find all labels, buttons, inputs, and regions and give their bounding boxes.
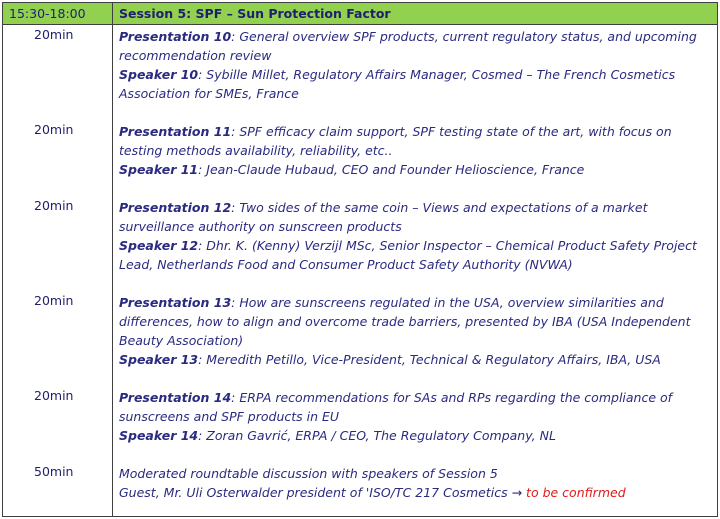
presentation-line: [119, 122, 711, 160]
speaker-label: Speaker 10: [119, 67, 199, 82]
speaker-text: : Meredith Petillo, Vice-President, Technical & Regulatory Affairs, IBA, USA: [198, 352, 661, 367]
presentation-line: [119, 293, 711, 350]
presentation-line: [119, 27, 711, 65]
speaker-text: : Sybille Millet, Regulatory Affairs Manager, Cosmed – The French Cosmetics Association for SMEs, France: [119, 67, 676, 101]
session-header: [3, 3, 717, 25]
speaker-label: Speaker 13: [119, 352, 199, 367]
duration: 20min: [34, 388, 74, 403]
speaker-text: : Dhr. K. (Kenny) Verzijl MSc, Senior Inspector – Chemical Product Safety Project Lead, Netherlands Food and Consumer Product Safety Authority (NVWA): [119, 238, 697, 272]
session-time: 15:30-18:00: [9, 6, 86, 21]
row-content: [119, 122, 711, 179]
speaker-label: Speaker 14: [119, 428, 199, 443]
row-content: [119, 198, 711, 274]
presentation-text: : General overview SPF products, current regulatory status, and upcoming recommendation review: [119, 29, 697, 63]
speaker-label: Speaker 12: [119, 238, 199, 253]
speaker-line: [119, 350, 711, 369]
presentation-label: Presentation 11: [119, 124, 232, 139]
speaker-line: [119, 160, 711, 179]
row-content: [119, 27, 711, 103]
speaker-line: [119, 65, 711, 103]
guest-line: [119, 483, 711, 502]
presentation-text: : ERPA recommendations for SAs and RPs regarding the compliance of sunscreens and SPF products in EU: [119, 390, 673, 424]
roundtable-line: Moderated roundtable discussion with speakers of Session 5: [119, 466, 498, 481]
duration: 20min: [34, 198, 74, 213]
duration: 20min: [34, 293, 74, 308]
duration: 50min: [34, 464, 74, 479]
session-title: Session 5: SPF – Sun Protection Factor: [119, 6, 391, 21]
row-content: [119, 464, 711, 502]
speaker-text: : Zoran Gavrić, ERPA / CEO, The Regulatory Company, NL: [198, 428, 556, 443]
presentation-line: [119, 388, 711, 426]
presentation-text: : How are sunscreens regulated in the USA, overview similarities and differences, how to align and overcome trade barriers, presented by IBA (USA Independent Beauty Association): [119, 295, 691, 348]
presentation-label: Presentation 13: [119, 295, 232, 310]
presentation-line: [119, 198, 711, 236]
presentation-text: : SPF efficacy claim support, SPF testing state of the art, with focus on testing methods availability, reliability, etc..: [119, 124, 672, 158]
speaker-label: Speaker 11: [119, 162, 199, 177]
duration: 20min: [34, 122, 74, 137]
row-content: [119, 388, 711, 445]
speaker-line: [119, 236, 711, 274]
agenda-table: [2, 2, 718, 517]
status-note: to be confirmed: [526, 485, 626, 500]
presentation-label: Presentation 10: [119, 29, 232, 44]
speaker-line: [119, 426, 711, 445]
speaker-text: : Jean-Claude Hubaud, CEO and Founder Helioscience, France: [198, 162, 585, 177]
presentation-text: : Two sides of the same coin – Views and expectations of a market surveillance authority on sunscreen products: [119, 200, 648, 234]
row-content: [119, 293, 711, 369]
presentation-label: Presentation 12: [119, 200, 232, 215]
column-divider: [112, 3, 113, 516]
duration: 20min: [34, 27, 74, 42]
presentation-label: Presentation 14: [119, 390, 232, 405]
guest-text: Guest, Mr. Uli Osterwalder president of 'ISO/TC 217 Cosmetics →: [119, 485, 523, 500]
